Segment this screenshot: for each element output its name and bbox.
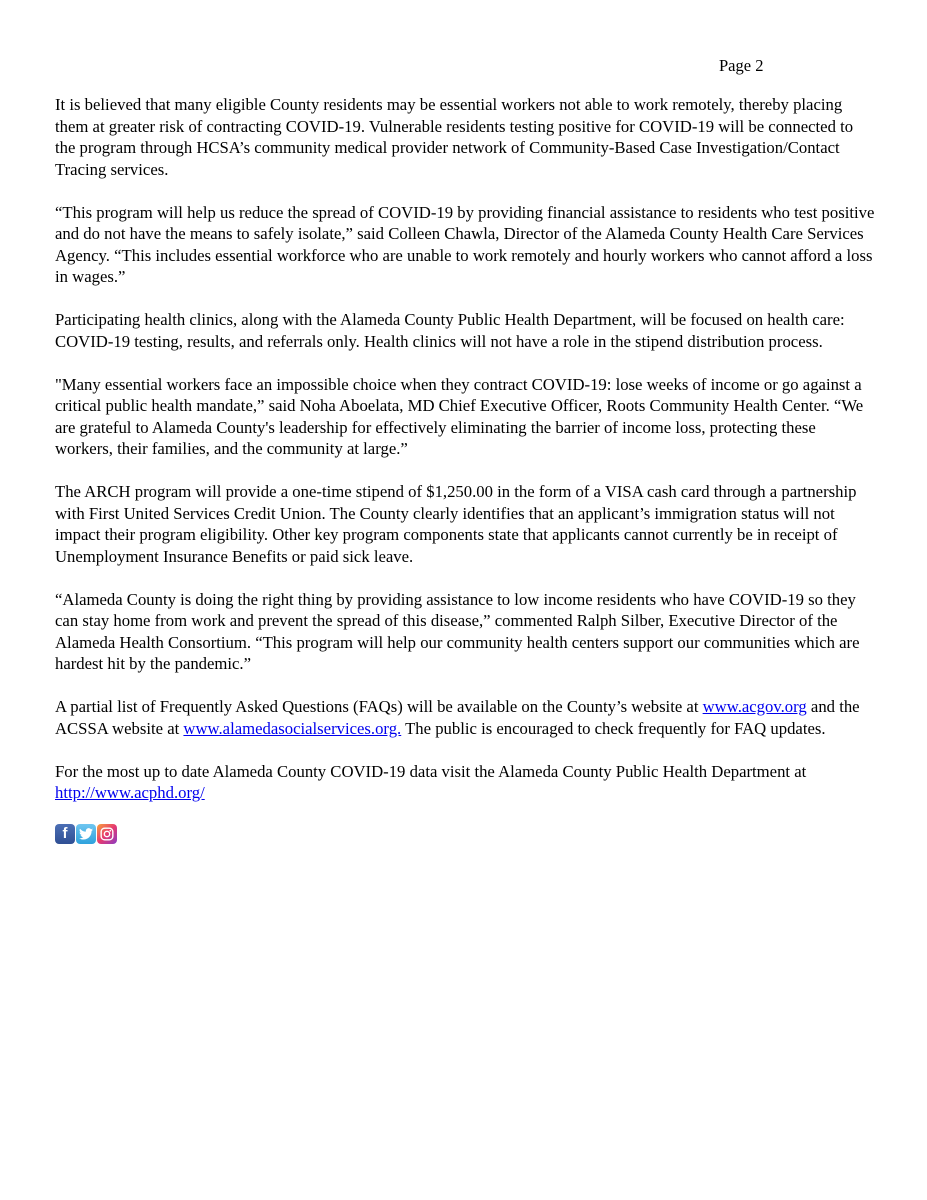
acgov-link[interactable]: www.acgov.org xyxy=(702,697,807,716)
paragraph-eligibility: It is believed that many eligible County residents may be essential workers not able to work remotely, thereby placing them at greater risk of contracting COVID-19. Vulnerable residents testing positive for COVID-19 will be connected to the program through HCSA’s community medical provider network of Community-Based Case Investigation/Contact Tracing services. xyxy=(55,95,854,179)
facebook-icon[interactable] xyxy=(55,824,75,844)
faq-text-before: A partial list of Frequently Asked Questions (FAQs) will be available on the County’s website at xyxy=(55,697,703,716)
instagram-camera-glyph xyxy=(100,827,114,841)
twitter-icon[interactable] xyxy=(76,824,96,844)
instagram-icon[interactable] xyxy=(97,824,117,844)
paragraph-silber-quote: “Alameda County is doing the right thing by providing assistance to low income residents who have COVID-19 so they can stay home from work and prevent the spread of this disease,” commented Ralph Silber, Executive Director of the Alameda Health Consortium. “This program will help our community health centers support our communities which are hardest hit by the pandemic.” xyxy=(55,589,860,673)
document-body xyxy=(55,94,875,844)
paragraph-faq xyxy=(55,696,875,739)
facebook-glyph: f xyxy=(62,825,68,842)
paragraph-stipend-details: The ARCH program will provide a one-time stipend of $1,250.00 in the form of a VISA cash card through a partnership with First United Services Credit Union. The County clearly identifies that an applicant’s immigration status will not impact their program eligibility. Other key program components state that applicants cannot currently be in receipt of Unemployment Insurance Benefits or paid sick leave. xyxy=(55,482,857,566)
alamedasocialservices-link[interactable]: www.alamedasocialservices.org. xyxy=(183,718,402,738)
data-note-text: For the most up to date Alameda County COVID-19 data visit the Alameda County Public Health Department at xyxy=(55,761,807,781)
social-media-icons xyxy=(55,824,875,844)
paragraph-health-clinics: Participating health clinics, along with the Alameda County Public Health Department, will be focused on health care: COVID-19 testing, results, and referrals only. Health clinics will not have a role in the stipend distribution process. xyxy=(55,310,845,351)
paragraph-chawla-quote: “This program will help us reduce the spread of COVID-19 by providing financial assistance to residents who test positive and do not have the means to safely isolate,” said Colleen Chawla, Director of the Alameda County Health Care Services Agency. “This includes essential workforce who are unable to work remotely and hourly workers who cannot afford a loss in wages.” xyxy=(55,202,875,286)
acphd-link[interactable]: http://www.acphd.org/ xyxy=(55,783,205,802)
faq-text-after: The public is encouraged to check frequently for FAQ updates. xyxy=(401,718,826,738)
paragraph-aboelata-quote: "Many essential workers face an impossible choice when they contract COVID-19: lose weeks of income or go against a critical public health mandate,” said Noha Aboelata, MD Chief Executive Officer, Roots Community Health Center. “We are grateful to Alameda County's leadership for effectively eliminating the barrier of income loss, protecting these workers, their families, and the community at large.” xyxy=(55,374,864,458)
twitter-bird-glyph xyxy=(79,828,93,840)
faq-text-middle: and the ACSSA website at xyxy=(55,697,860,738)
paragraph-data-note xyxy=(55,761,875,804)
page-number: Page 2 xyxy=(719,56,764,75)
